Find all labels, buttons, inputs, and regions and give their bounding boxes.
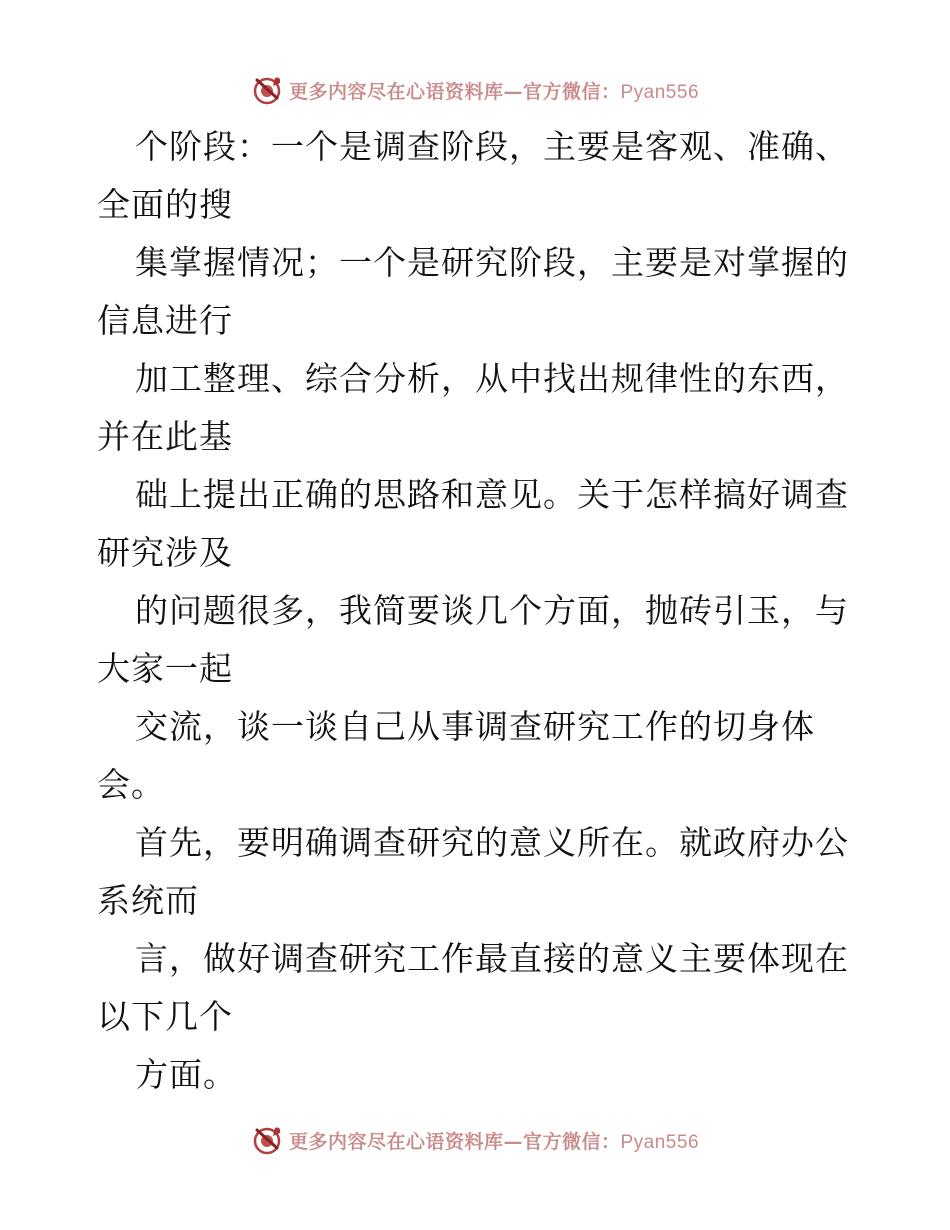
header-banner-text bbox=[289, 77, 699, 104]
body-line: 加工整理、综合分析，从中找出规律性的东西， bbox=[135, 359, 849, 398]
body-line: 信息进行 bbox=[97, 301, 233, 340]
body-line: 础上提出正确的思路和意见。关于怎样搞好调查 bbox=[135, 475, 849, 514]
pen-logo-icon bbox=[251, 74, 283, 106]
footer-banner bbox=[0, 1120, 950, 1160]
body-line: 以下几个 bbox=[97, 997, 233, 1036]
body-line: 全面的搜 bbox=[97, 185, 233, 224]
document-body bbox=[97, 118, 857, 1104]
body-line: 会。 bbox=[97, 765, 165, 804]
header-banner bbox=[0, 70, 950, 110]
body-line: 研究涉及 bbox=[97, 533, 233, 572]
body-line: 集掌握情况；一个是研究阶段，主要是对掌握的 bbox=[135, 243, 849, 282]
header-banner-label: 更多内容尽在心语资料库—官方微信： bbox=[288, 80, 621, 103]
footer-wechat-account: Pyan556 bbox=[620, 1131, 700, 1153]
body-line: 大家一起 bbox=[97, 649, 233, 688]
footer-banner-label: 更多内容尽在心语资料库—官方微信： bbox=[288, 1130, 621, 1153]
body-line: 系统而 bbox=[97, 881, 199, 920]
body-line: 并在此基 bbox=[97, 417, 233, 456]
body-line: 方面。 bbox=[135, 1055, 237, 1094]
body-line: 个阶段：一个是调查阶段，主要是客观、准确、 bbox=[135, 127, 849, 166]
body-line: 交流，谈一谈自己从事调查研究工作的切身体 bbox=[135, 707, 815, 746]
footer-banner-text bbox=[289, 1127, 699, 1154]
body-line: 的问题很多，我简要谈几个方面，抛砖引玉，与 bbox=[135, 591, 849, 630]
header-wechat-account: Pyan556 bbox=[620, 81, 700, 103]
body-line: 首先，要明确调查研究的意义所在。就政府办公 bbox=[135, 823, 849, 862]
body-line: 言，做好调查研究工作最直接的意义主要体现在 bbox=[135, 939, 849, 978]
pen-logo-icon bbox=[251, 1124, 283, 1156]
